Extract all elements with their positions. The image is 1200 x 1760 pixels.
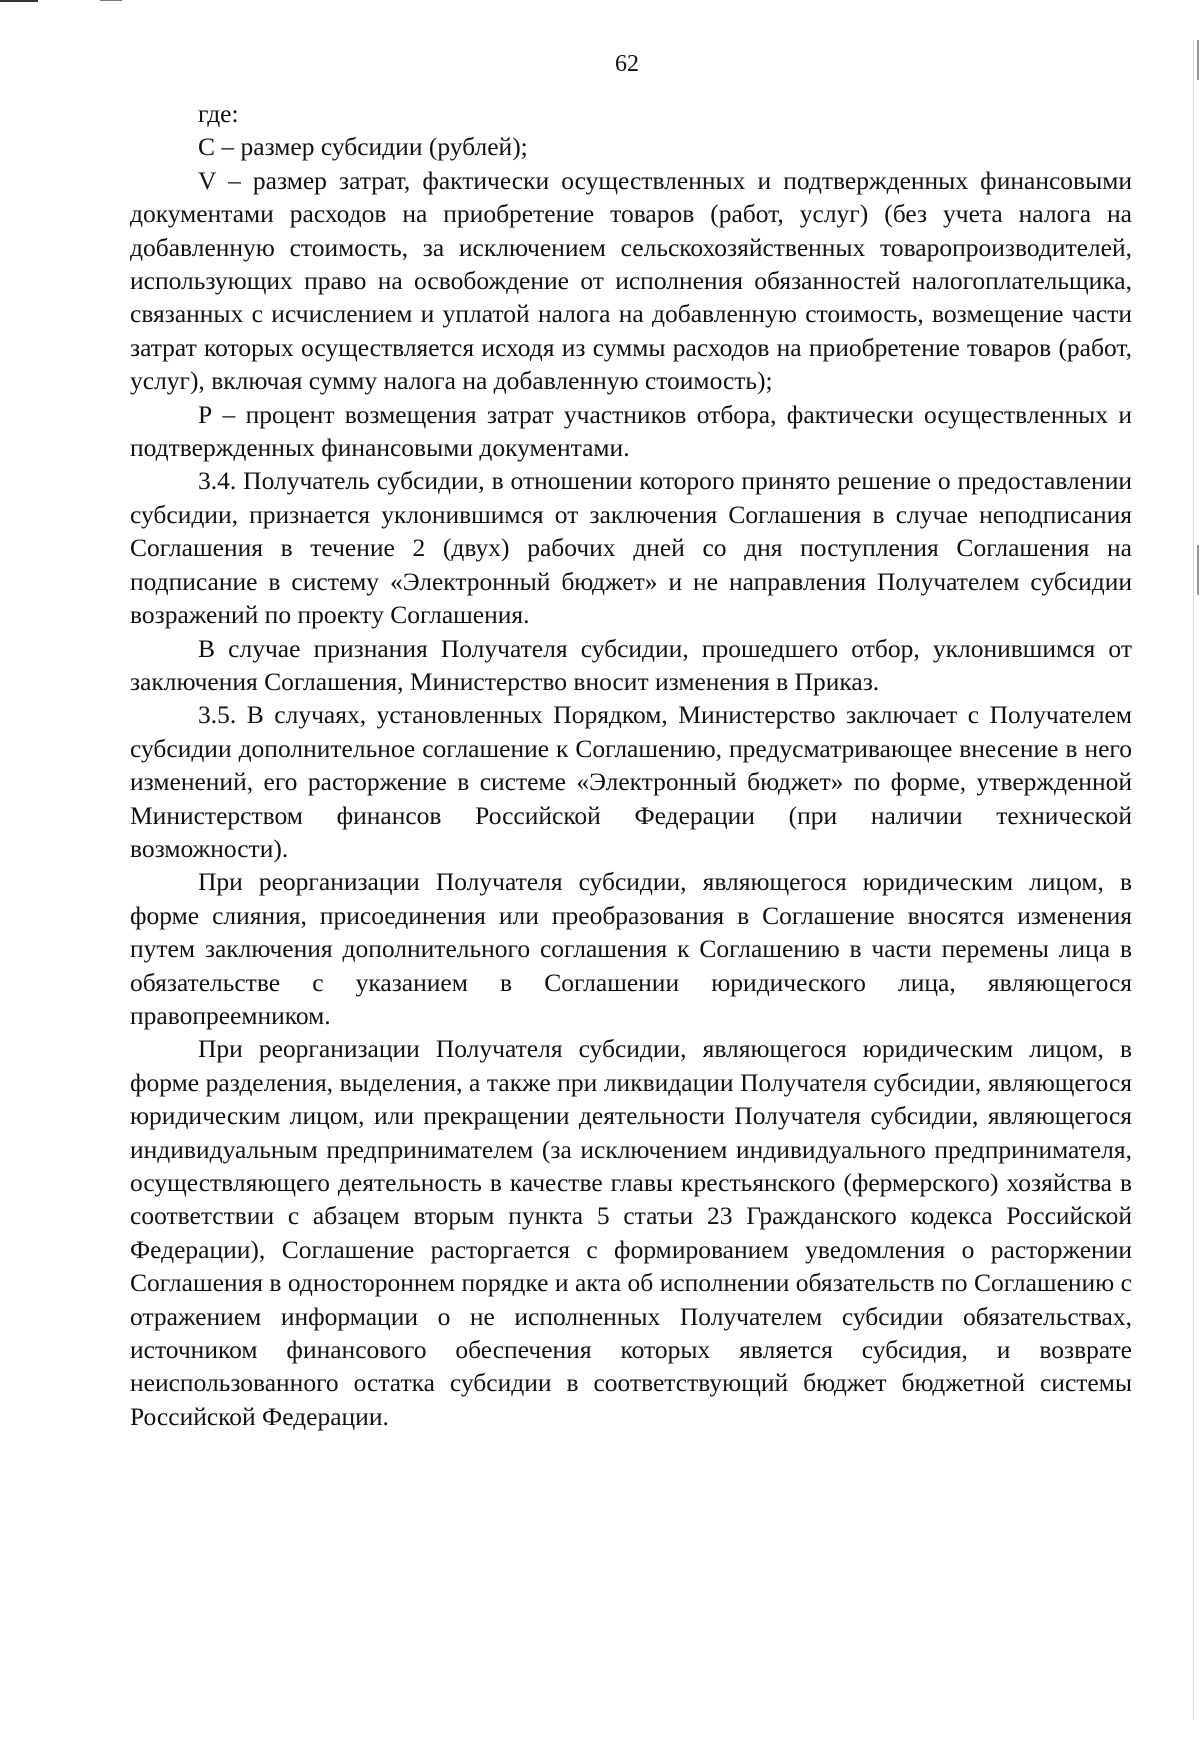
- paragraph-p-definition: Р – процент возмещения затрат участников отбора, фактически осуществленных и подтвержденных финансовыми документами.: [130, 399, 1132, 463]
- paragraph-refusal-case: В случае признания Получателя субсидии, прошедшего отбор, уклонившимся от заключения Соглашения, Министерство вносит изменения в Приказ.: [130, 633, 1132, 696]
- paragraph-3-5: 3.5. В случаях, установленных Порядком, Министерство заключает с Получателем субсидии дополнительное соглашение к Соглашению, предусматривающее внесение в него изменений, его расторжение в системе «Электронный бюджет» по форме, утвержденной Министерством финансов Российской Федерации (при наличии технической возможности).: [130, 700, 1132, 863]
- paragraph-3-4: 3.4. Получатель субсидии, в отношении которого принято решение о предоставлении субсидии, признается уклонившимся от заключения Соглашения в случае неподписания Соглашения в течение 2 (двух) рабочих дней со дня поступления Соглашения на подписание в систему «Электронный бюджет» и не направления Получателем субсидии возражений по проекту Соглашения.: [130, 466, 1132, 630]
- page-number: 62: [615, 51, 639, 77]
- paragraph-reorganization-division: При реорганизации Получателя субсидии, являющегося юридическим лицом, в форме разделения, выделения, а также при ликвидации Получателя субсидии, являющегося юридическим лицом, или прекращении деятельности Получателя субсидии, являющегося индивидуальным предпринимателем (за исключением индивидуального предпринимателя, осуществляющего деятельность в качестве главы крестьянского (фермерского) хозяйства в соответствии с абзацем вторым пункта 5 статьи 23 Гражданского кодекса Российской Федерации), Соглашение расторгается с формированием уведомления о расторжении Соглашения в одностороннем порядке и акта об исполнении обязательств по Соглашению с отражением информации о не исполненных Получателем субсидии обязательствах, источником финансового обеспечения которых является субсидия, и возврате неиспользованного остатка субсидии в соответствующий бюджет бюджетной системы Российской Федерации.: [130, 1034, 1132, 1431]
- page-edge-mark: [1197, 545, 1199, 595]
- page-edge-line: [1193, 40, 1194, 1720]
- paragraph-c-definition: С – размер субсидии (рублей);: [198, 132, 528, 162]
- paragraph-reorganization-merger: При реорганизации Получателя субсидии, являющегося юридическим лицом, в форме слияния, присоединения или преобразования в Соглашение вносятся изменения путем заключения дополнительного соглашения к Соглашению в части перемены лица в обязательстве с указанием в Соглашении юридического лица, являющегося правопреемником.: [130, 867, 1132, 1030]
- paragraph-where: где:: [198, 99, 239, 128]
- document-body: [130, 97, 1132, 1433]
- scan-artifact: [100, 0, 122, 1]
- paragraph-v-definition: V – размер затрат, фактически осуществленных и подтвержденных финансовыми документами расходов на приобретение товаров (работ, услуг) (без учета налога на добавленную стоимость, за исключением сельскохозяйственных товаропроизводителей, использующих право на освобождение от исполнения обязанностей налогоплательщика, связанных с исчислением и уплатой налога на добавленную стоимость, возмещение части затрат которых осуществляется исходя из суммы расходов на приобретение товаров (работ, услуг), включая сумму налога на добавленную стоимость);: [130, 165, 1132, 396]
- scan-artifact: [0, 0, 38, 2]
